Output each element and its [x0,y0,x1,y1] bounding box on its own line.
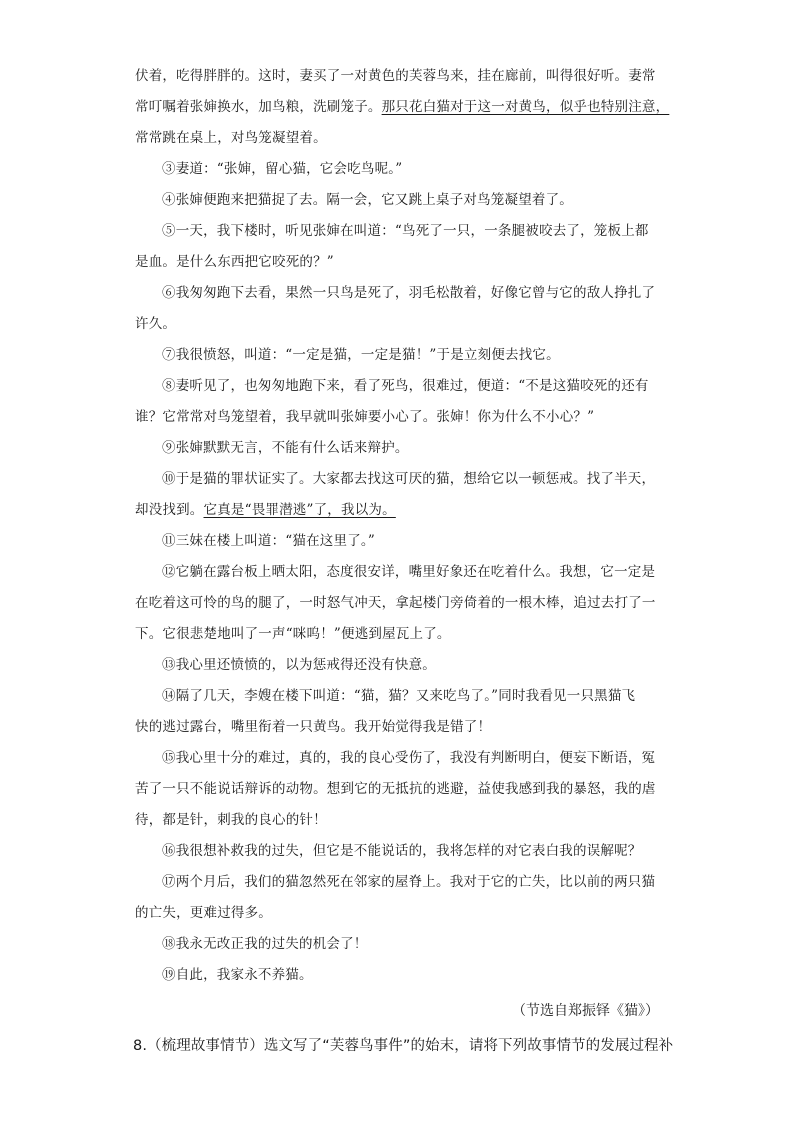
passage-line: 是血。是什么东西把它咬死的？” [135,254,334,270]
paragraph-10: ⑩于是猫的罪状证实了。大家都去找这可厌的猫，想给它以一顿惩戒。找了半天， [162,471,656,487]
passage-line: 下。它很悲楚地叫了一声“咪呜！”便逃到屋瓦上了。 [135,626,451,642]
paragraph-14: ⑭隔了几天，李嫂在楼下叫道：“猫，猫？又来吃鸟了。”同时我看见一只黑猫飞 [162,688,636,704]
passage-text: 常叮嘱着张婶换水，加鸟粮，洗刷笼子。 [135,99,382,115]
paragraph-15: ⑮我心里十分的难过，真的，我的良心受伤了，我没有判断明白，便妄下断语，冤 [162,750,656,766]
source-citation: （节选自郑振铎《猫》） [512,1003,659,1019]
passage-line: 快的逃过露台，嘴里衔着一只黄鸟。我开始觉得我是错了！ [135,719,492,735]
paragraph-11: ⑪三妹在楼上叫道：“猫在这里了。” [162,533,375,549]
underlined-sentence: 它真是“畏罪潜逃”了，我以为。 [203,502,396,518]
passage-text: 却没找到。 [135,502,204,518]
passage-line: 在吃着这可怜的鸟的腿了，一时怒气冲天，拿起楼门旁倚着的一根木棒，追过去打了一 [135,595,656,611]
underlined-sentence: 那只花白猫对于这一对黄鸟，似乎也特别注意， [381,99,670,115]
question-8: 8.（梳理故事情节）选文写了“芙蓉鸟事件”的始末，请将下列故事情节的发展过程补 [133,1038,674,1054]
paragraph-8: ⑧妻听见了，也匆匆地跑下来，看了死鸟，很难过，便道：“不是这猫咬死的还有 [162,378,649,394]
paragraph-13: ⑬我心里还愤愤的，以为惩戒得还没有快意。 [162,657,436,673]
paragraph-3: ③妻道：“张婶，留心猫，它会吃鸟呢。” [162,161,403,177]
paragraph-5: ⑤一天，我下楼时，听见张婶在叫道：“鸟死了一只，一条腿被咬去了，笼板上都 [162,223,649,239]
paragraph-17: ⑰两个月后，我们的猫忽然死在邻家的屋脊上。我对于它的亡失，比以前的两只猫 [162,874,656,890]
passage-line: 常常跳在桌上，对鸟笼凝望着。 [135,130,327,146]
paragraph-9: ⑨张婶默默无言，不能有什么话来辩护。 [162,440,409,456]
passage-line: 谁？它常常对鸟笼望着，我早就叫张婶要小心了。张婶！你为什么不小心？” [135,409,595,425]
passage-line: 许久。 [135,316,177,332]
paragraph-4: ④张婶便跑来把猫捉了去。隔一会，它又跳上桌子对鸟笼凝望着了。 [162,192,573,208]
passage-line: 伏着，吃得胖胖的。这时，妻买了一对黄色的芙蓉鸟来，挂在廊前，叫得很好听。妻常 [135,68,656,84]
paragraph-19: ⑲自此，我家永不养猫。 [162,967,313,983]
paragraph-18: ⑱我永无改正我的过失的机会了！ [162,936,368,952]
passage-line [135,98,669,116]
passage-line: 的亡失，更难过得多。 [135,905,272,921]
passage-line: 待，都是针，刺我的良心的针！ [135,812,327,828]
paragraph-7: ⑦我很愤怒，叫道：“一定是猫，一定是猫！”于是立刻便去找它。 [162,347,560,363]
paragraph-16: ⑯我很想补救我的过失，但它是不能说话的，我将怎样的对它表白我的误解呢？ [162,843,642,859]
paragraph-6: ⑥我匆匆跑下去看，果然一只鸟是死了，羽毛松散着，好像它曾与它的敌人挣扎了 [162,285,656,301]
passage-line [135,501,396,519]
passage-line: 苦了一只不能说话辩诉的动物。想到它的无抵抗的逃避，益使我感到我的暴怒，我的虐 [135,781,656,797]
paragraph-12: ⑫它躺在露台板上晒太阳，态度很安详，嘴里好象还在吃着什么。我想，它一定是 [162,564,656,580]
